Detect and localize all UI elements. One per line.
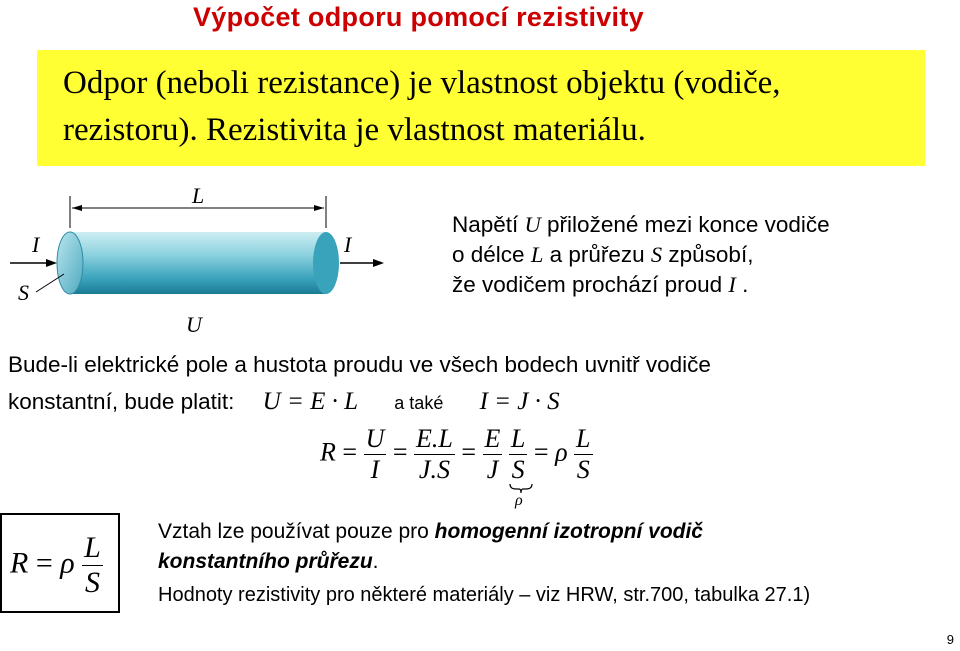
slide-title: Výpočet odporu pomocí rezistivity — [193, 2, 644, 32]
underbrace-rho-label: ρ — [515, 492, 523, 509]
fraction-l-over-s-final: $\frac{L}{S}$ — [576, 424, 591, 484]
fraction-u-over-i: $\frac{U}{I}$ — [365, 424, 385, 484]
statement-line-2: konstantní, bude platit: U = E · L a také I = J · S — [8, 388, 560, 415]
conductor-figure — [10, 188, 390, 338]
boxed-formula: R = ρ $\frac{L}{S}$ — [0, 513, 120, 613]
also-label: a také — [394, 393, 444, 413]
equation-voltage: U = E · L — [262, 388, 359, 415]
description-line-1: Napětí U přiložené mezi konce vodiče — [452, 212, 830, 237]
fraction-l-over-s: $\frac{L}{S}$ — [510, 424, 526, 484]
figure-label-U: U — [186, 312, 202, 337]
derivation-equation: R = $\frac{U}{I}$ = $\frac{E.L}{J.S}$ = $\frac{E}{J}$ $\frac{L}{S}$ = ρ $\frac{L}{S}$ — [320, 424, 591, 484]
figure-label-I-right: I — [344, 232, 352, 257]
figure-description — [452, 210, 830, 300]
figure-label-S: S — [18, 280, 29, 305]
description-line-2: o délce L a průřezu S způsobí, — [452, 242, 754, 267]
figure-label-I-left: I — [32, 232, 40, 257]
note-line-3: Hodnoty rezistivity pro některé materiály – viz HRW, str.700, tabulka 27.1) — [158, 584, 811, 606]
fraction-e-over-j: $\frac{E}{J}$ — [484, 424, 501, 484]
equation-current: I = J · S — [479, 388, 560, 415]
fraction-el-over-js: $\frac{E.L}{J.S}$ — [416, 424, 453, 484]
note-line-2: konstantního průřezu. — [158, 550, 379, 573]
figure-label-L: L — [192, 188, 205, 208]
note-line-1: Vztah lze používat pouze pro homogenní izotropní vodič — [158, 520, 703, 543]
description-line-3: že vodičem prochází proud I . — [452, 272, 749, 297]
current-arrow-right — [373, 259, 384, 267]
definition-line-1: Odpor (neboli rezistance) je vlastnost objektu (vodiče, — [63, 65, 781, 101]
statement-line-1: Bude-li elektrické pole a hustota proudu ve všech bodech uvnitř vodiče — [8, 352, 711, 377]
definition-box — [37, 50, 925, 166]
definition-line-2: rezistoru). Rezistivita je vlastnost materiálu. — [63, 112, 646, 148]
boxed-fraction: $\frac{L}{S}$ — [84, 531, 101, 599]
page-number: 9 — [946, 632, 954, 647]
current-arrow-left — [46, 259, 57, 267]
